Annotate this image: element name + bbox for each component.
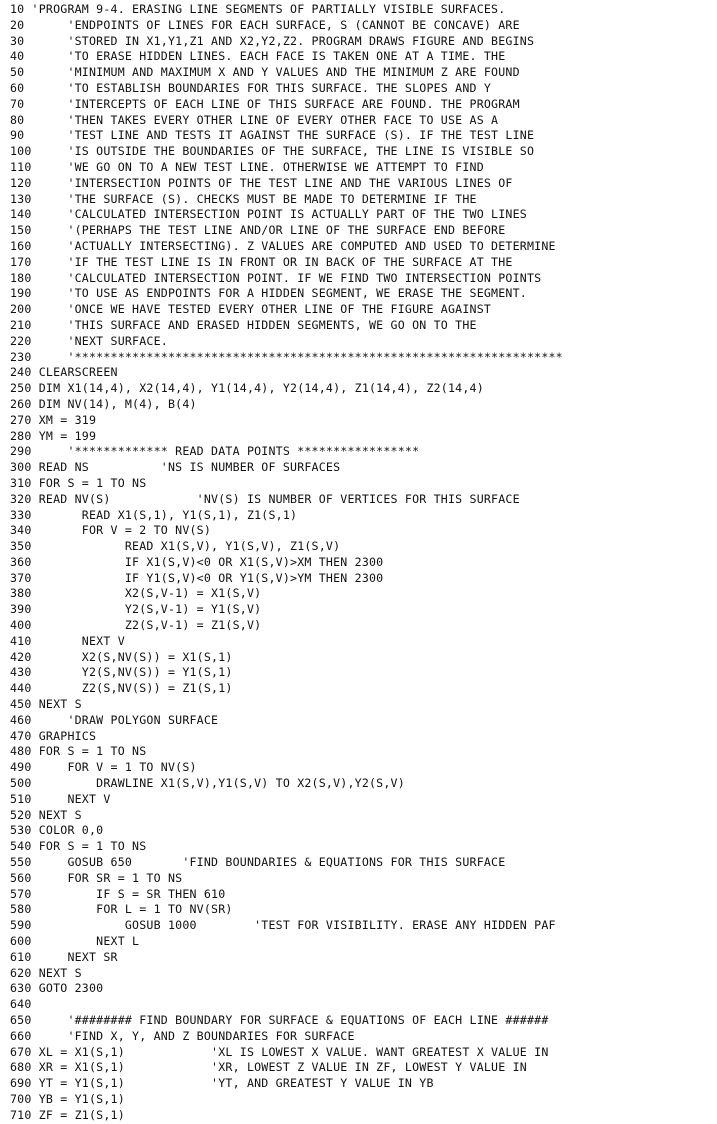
code-line: 460 'DRAW POLYGON SURFACE [10, 712, 219, 727]
code-line: 270 XM = 319 [10, 412, 97, 427]
code-line: 150 '(PERHAPS THE TEST LINE AND/OR LINE OF THE SURFACE END BEFORE [10, 223, 506, 238]
code-line: 600 NEXT L [10, 934, 140, 949]
code-line: 700 YB = Y1(S,1) [10, 1091, 125, 1106]
code-line: 40 'TO ERASE HIDDEN LINES. EACH FACE IS TAKEN ONE AT A TIME. THE [10, 49, 506, 64]
code-line: 120 'INTERSECTION POINTS OF THE TEST LINE AND THE VARIOUS LINES OF [10, 175, 513, 190]
code-line: 320 READ NV(S) 'NV(S) IS NUMBER OF VERTICES FOR THIS SURFACE [10, 491, 520, 506]
code-line: 90 'TEST LINE AND TESTS IT AGAINST THE SURFACE (S). IF THE TEST LINE [10, 128, 535, 143]
code-line: 50 'MINIMUM AND MAXIMUM X AND Y VALUES AND THE MINIMUM Z ARE FOUND [10, 65, 520, 80]
code-line: 250 DIM X1(14,4), X2(14,4), Y1(14,4), Y2(14,4), Z1(14,4), Z2(14,4) [10, 381, 484, 396]
code-line: 680 XR = X1(S,1) 'XR, LOWEST Z VALUE IN ZF, LOWEST Y VALUE IN [10, 1060, 527, 1075]
code-line: 670 XL = X1(S,1) 'XL IS LOWEST X VALUE. WANT GREATEST X VALUE IN [10, 1044, 549, 1059]
code-line: 350 READ X1(S,V), Y1(S,V), Z1(S,V) [10, 539, 341, 554]
code-line: 690 YT = Y1(S,1) 'YT, AND GREATEST Y VALUE IN YB [10, 1076, 434, 1091]
code-line: 230 '******************************************************************** [10, 349, 563, 364]
code-line: 20 'ENDPOINTS OF LINES FOR EACH SURFACE, S (CANNOT BE CONCAVE) ARE [10, 17, 520, 32]
code-line: 310 FOR S = 1 TO NS [10, 475, 147, 490]
code-line: 210 'THIS SURFACE AND ERASED HIDDEN SEGMENTS, WE GO ON TO THE [10, 317, 477, 332]
code-line: 590 GOSUB 1000 'TEST FOR VISIBILITY. ERASE ANY HIDDEN PAF [10, 918, 556, 933]
code-line: 30 'STORED IN X1,Y1,Z1 AND X2,Y2,Z2. PROGRAM DRAWS FIGURE AND BEGINS [10, 33, 535, 48]
code-line: 480 FOR S = 1 TO NS [10, 744, 147, 759]
code-line: 450 NEXT S [10, 697, 82, 712]
code-line: 260 DIM NV(14), M(4), B(4) [10, 396, 197, 411]
code-line: 130 'THE SURFACE (S). CHECKS MUST BE MADE TO DETERMINE IF THE [10, 191, 477, 206]
code-line: 300 READ NS 'NS IS NUMBER OF SURFACES [10, 460, 341, 475]
code-line: 290 '************* READ DATA POINTS ***************** [10, 444, 420, 459]
code-line: 530 COLOR 0,0 [10, 823, 104, 838]
code-line: 710 ZF = Z1(S,1) [10, 1107, 125, 1122]
code-line: 650 '######## FIND BOUNDARY FOR SURFACE & EQUATIONS OF EACH LINE ###### [10, 1013, 549, 1027]
code-line: 540 FOR S = 1 TO NS [10, 839, 147, 854]
code-line: 610 NEXT SR [10, 949, 118, 964]
code-line: 490 FOR V = 1 TO NV(S) [10, 760, 197, 775]
code-line: 660 'FIND X, Y, AND Z BOUNDARIES FOR SURFACE [10, 1028, 355, 1043]
code-line: 110 'WE GO ON TO A NEW TEST LINE. OTHERWISE WE ATTEMPT TO FIND [10, 159, 484, 174]
code-line: 560 FOR SR = 1 TO NS [10, 870, 183, 885]
code-line: 510 NEXT V [10, 791, 111, 806]
code-line: 390 Y2(S,V-1) = Y1(S,V) [10, 602, 262, 617]
code-line: 70 'INTERCEPTS OF EACH LINE OF THIS SURFACE ARE FOUND. THE PROGRAM [10, 96, 520, 111]
code-line: 280 YM = 199 [10, 428, 97, 443]
code-line: 220 'NEXT SURFACE. [10, 333, 168, 348]
code-line: 360 IF X1(S,V)<0 OR X1(S,V)>XM THEN 2300 [10, 554, 384, 569]
code-line: 240 CLEARSCREEN [10, 365, 118, 380]
code-line: 630 GOTO 2300 [10, 981, 104, 996]
code-line: 10 'PROGRAM 9-4. ERASING LINE SEGMENTS OF PARTIALLY VISIBLE SURFACES. [10, 2, 506, 16]
code-line: 470 GRAPHICS [10, 728, 97, 743]
code-line: 330 READ X1(S,1), Y1(S,1), Z1(S,1) [10, 507, 298, 522]
code-line: 550 GOSUB 650 'FIND BOUNDARIES & EQUATIONS FOR THIS SURFACE [10, 855, 506, 870]
code-line: 640 [10, 997, 32, 1012]
code-line: 380 X2(S,V-1) = X1(S,V) [10, 586, 262, 601]
code-line: 370 IF Y1(S,V)<0 OR Y1(S,V)>YM THEN 2300 [10, 570, 384, 585]
code-line: 620 NEXT S [10, 965, 82, 980]
code-line: 570 IF S = SR THEN 610 [10, 886, 226, 901]
code-line: 180 'CALCULATED INTERSECTION POINT. IF WE FIND TWO INTERSECTION POINTS [10, 270, 542, 285]
basic-program-listing [10, 2, 717, 1122]
code-line: 100 'IS OUTSIDE THE BOUNDARIES OF THE SURFACE, THE LINE IS VISIBLE SO [10, 144, 535, 159]
code-line: 520 NEXT S [10, 807, 82, 822]
code-line: 500 DRAWLINE X1(S,V),Y1(S,V) TO X2(S,V),Y2(S,V) [10, 776, 405, 791]
code-line: 420 X2(S,NV(S)) = X1(S,1) [10, 649, 233, 664]
code-line: 80 'THEN TAKES EVERY OTHER LINE OF EVERY OTHER FACE TO USE AS A [10, 112, 499, 127]
code-line: 200 'ONCE WE HAVE TESTED EVERY OTHER LINE OF THE FIGURE AGAINST [10, 302, 492, 317]
code-line: 580 FOR L = 1 TO NV(SR) [10, 902, 233, 917]
code-line: 410 NEXT V [10, 633, 125, 648]
code-line: 430 Y2(S,NV(S)) = Y1(S,1) [10, 665, 233, 680]
code-line: 170 'IF THE TEST LINE IS IN FRONT OR IN BACK OF THE SURFACE AT THE [10, 254, 513, 269]
code-line: 340 FOR V = 2 TO NV(S) [10, 523, 212, 538]
code-line: 440 Z2(S,NV(S)) = Z1(S,1) [10, 681, 233, 696]
code-line: 160 'ACTUALLY INTERSECTING). Z VALUES ARE COMPUTED AND USED TO DETERMINE [10, 238, 556, 253]
code-line: 400 Z2(S,V-1) = Z1(S,V) [10, 618, 262, 633]
code-line: 60 'TO ESTABLISH BOUNDARIES FOR THIS SURFACE. THE SLOPES AND Y [10, 80, 492, 95]
code-line: 140 'CALCULATED INTERSECTION POINT IS ACTUALLY PART OF THE TWO LINES [10, 207, 527, 222]
code-line: 190 'TO USE AS ENDPOINTS FOR A HIDDEN SEGMENT, WE ERASE THE SEGMENT. [10, 286, 527, 301]
